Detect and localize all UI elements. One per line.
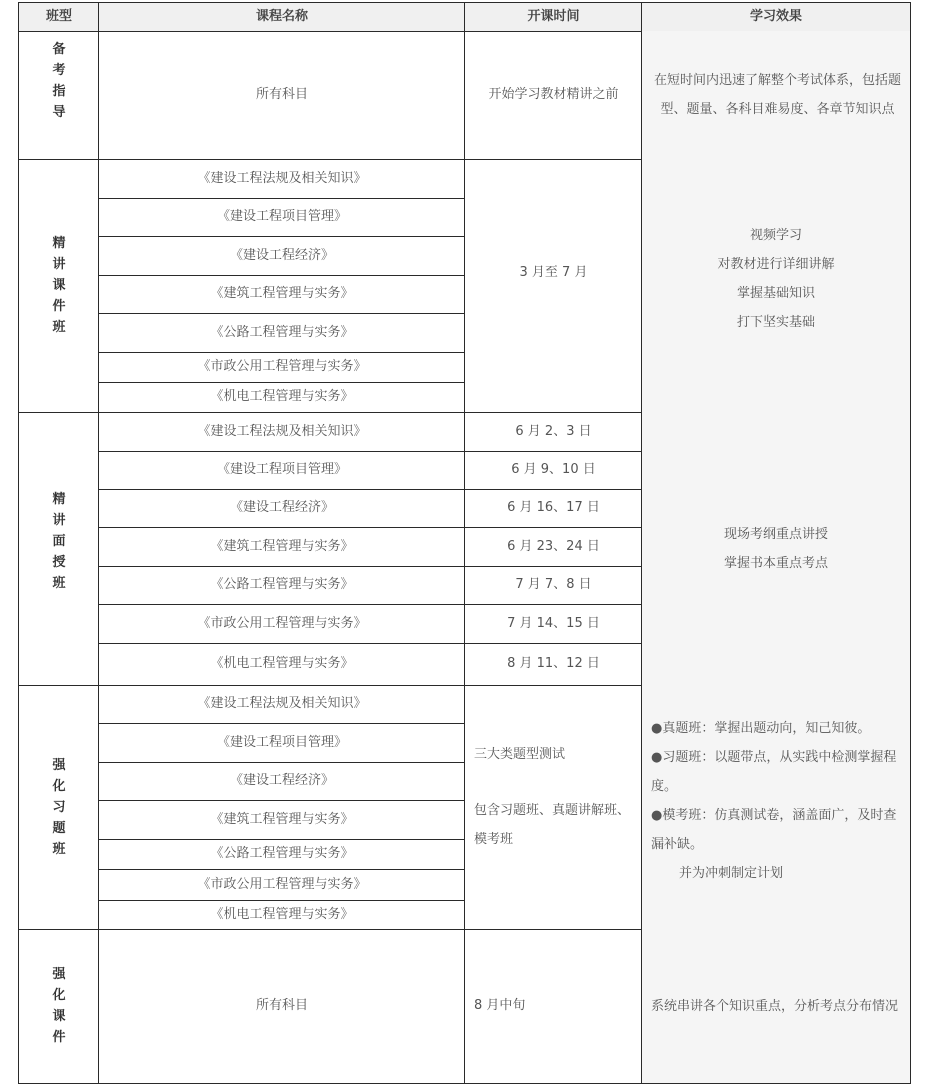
effect-text: 在短时间内迅速了解整个考试体系，包括题型、题量、各科目难易度、各章节知识点: [653, 73, 901, 117]
class-type-label: 备考指导: [52, 42, 66, 120]
class-type-cell: [18, 929, 99, 1084]
effect-cell: [641, 31, 911, 160]
course-cell: 《建设工程经济》: [98, 489, 465, 528]
effect-line: 视频学习: [749, 227, 802, 243]
effect-line: 掌握书本重点考点: [723, 555, 828, 571]
effect-line: 掌握基础知识: [736, 285, 815, 301]
course-cell: 《建设工程项目管理》: [98, 723, 465, 763]
effect-paragraph: ●模考班：仿真测试卷，涵盖面广，及时查漏补缺。: [651, 808, 897, 852]
course-cell: 《建设工程经济》: [98, 762, 465, 801]
effect-paragraph: ●习题班：以题带点，从实践中检测掌握程度。: [651, 750, 897, 794]
start-time-cell: 开始学习教材精讲之前: [464, 31, 642, 160]
course-cell: 《建设工程法规及相关知识》: [98, 159, 465, 199]
effect-line: 打下坚实基础: [736, 314, 815, 330]
class-type-label: 精讲课件班: [52, 236, 66, 335]
header-effect: 学习效果: [641, 2, 911, 32]
time-line: 包含习题班、真题讲解班、模考班: [474, 803, 631, 847]
course-cell: 《机电工程管理与实务》: [98, 382, 465, 413]
start-time-cell: 8 月 11、12 日: [464, 643, 642, 686]
effect-cell: [641, 929, 911, 1084]
start-time-cell: 6 月 23、24 日: [464, 527, 642, 567]
course-cell: 《市政公用工程管理与实务》: [98, 352, 465, 383]
course-cell: 所有科目: [98, 929, 465, 1084]
course-cell: 《建设工程法规及相关知识》: [98, 412, 465, 452]
time-line: 三大类题型测试: [474, 747, 566, 762]
class-type-label: 强化课件: [52, 967, 66, 1045]
course-cell: 《建设工程法规及相关知识》: [98, 685, 465, 724]
course-cell: 《建设工程项目管理》: [98, 451, 465, 490]
course-cell: 《公路工程管理与实务》: [98, 839, 465, 870]
start-time-cell: 6 月 16、17 日: [464, 489, 642, 528]
class-type-label: 精讲面授班: [52, 492, 66, 591]
class-type-cell: [18, 685, 99, 930]
start-time-cell: 6 月 2、3 日: [464, 412, 642, 452]
course-cell: 《公路工程管理与实务》: [98, 566, 465, 605]
course-cell: 《公路工程管理与实务》: [98, 313, 465, 353]
class-type-cell: [18, 412, 99, 686]
course-cell: 所有科目: [98, 31, 465, 160]
effect-paragraph: 并为冲刺制定计划: [679, 866, 784, 881]
effect-line: 现场考纲重点讲授: [723, 526, 828, 542]
course-cell: 《市政公用工程管理与实务》: [98, 869, 465, 901]
effect-text: 系统串讲各个知识重点，分析考点分布情况: [651, 998, 899, 1014]
start-time-cell: 6 月 9、10 日: [464, 451, 642, 490]
start-time-cell: 7 月 7、8 日: [464, 566, 642, 605]
start-time-cell: 8 月中旬: [464, 929, 642, 1084]
effect-cell: [641, 412, 911, 686]
course-cell: 《建筑工程管理与实务》: [98, 275, 465, 314]
course-cell: 《建设工程项目管理》: [98, 198, 465, 237]
course-cell: 《建筑工程管理与实务》: [98, 800, 465, 840]
effect-line: 对教材进行详细讲解: [717, 256, 835, 272]
class-type-cell: [18, 159, 99, 413]
header-course: 课程名称: [98, 2, 465, 32]
course-cell: 《市政公用工程管理与实务》: [98, 604, 465, 644]
start-time-cell: 7 月 14、15 日: [464, 604, 642, 644]
class-type-label: 强化习题班: [52, 757, 66, 857]
effect-paragraph: ●真题班：掌握出题动向，知己知彼。: [651, 721, 871, 736]
start-time-cell: [464, 685, 642, 930]
course-cell: 《机电工程管理与实务》: [98, 900, 465, 930]
start-time-cell: 3 月至 7 月: [464, 159, 642, 413]
course-cell: 《建设工程经济》: [98, 236, 465, 276]
class-type-cell: [18, 31, 99, 160]
header-time: 开课时间: [464, 2, 642, 32]
course-cell: 《建筑工程管理与实务》: [98, 527, 465, 567]
header-type: 班型: [18, 2, 99, 32]
effect-cell: [641, 159, 911, 413]
effect-cell: [641, 685, 911, 930]
course-cell: 《机电工程管理与实务》: [98, 643, 465, 686]
